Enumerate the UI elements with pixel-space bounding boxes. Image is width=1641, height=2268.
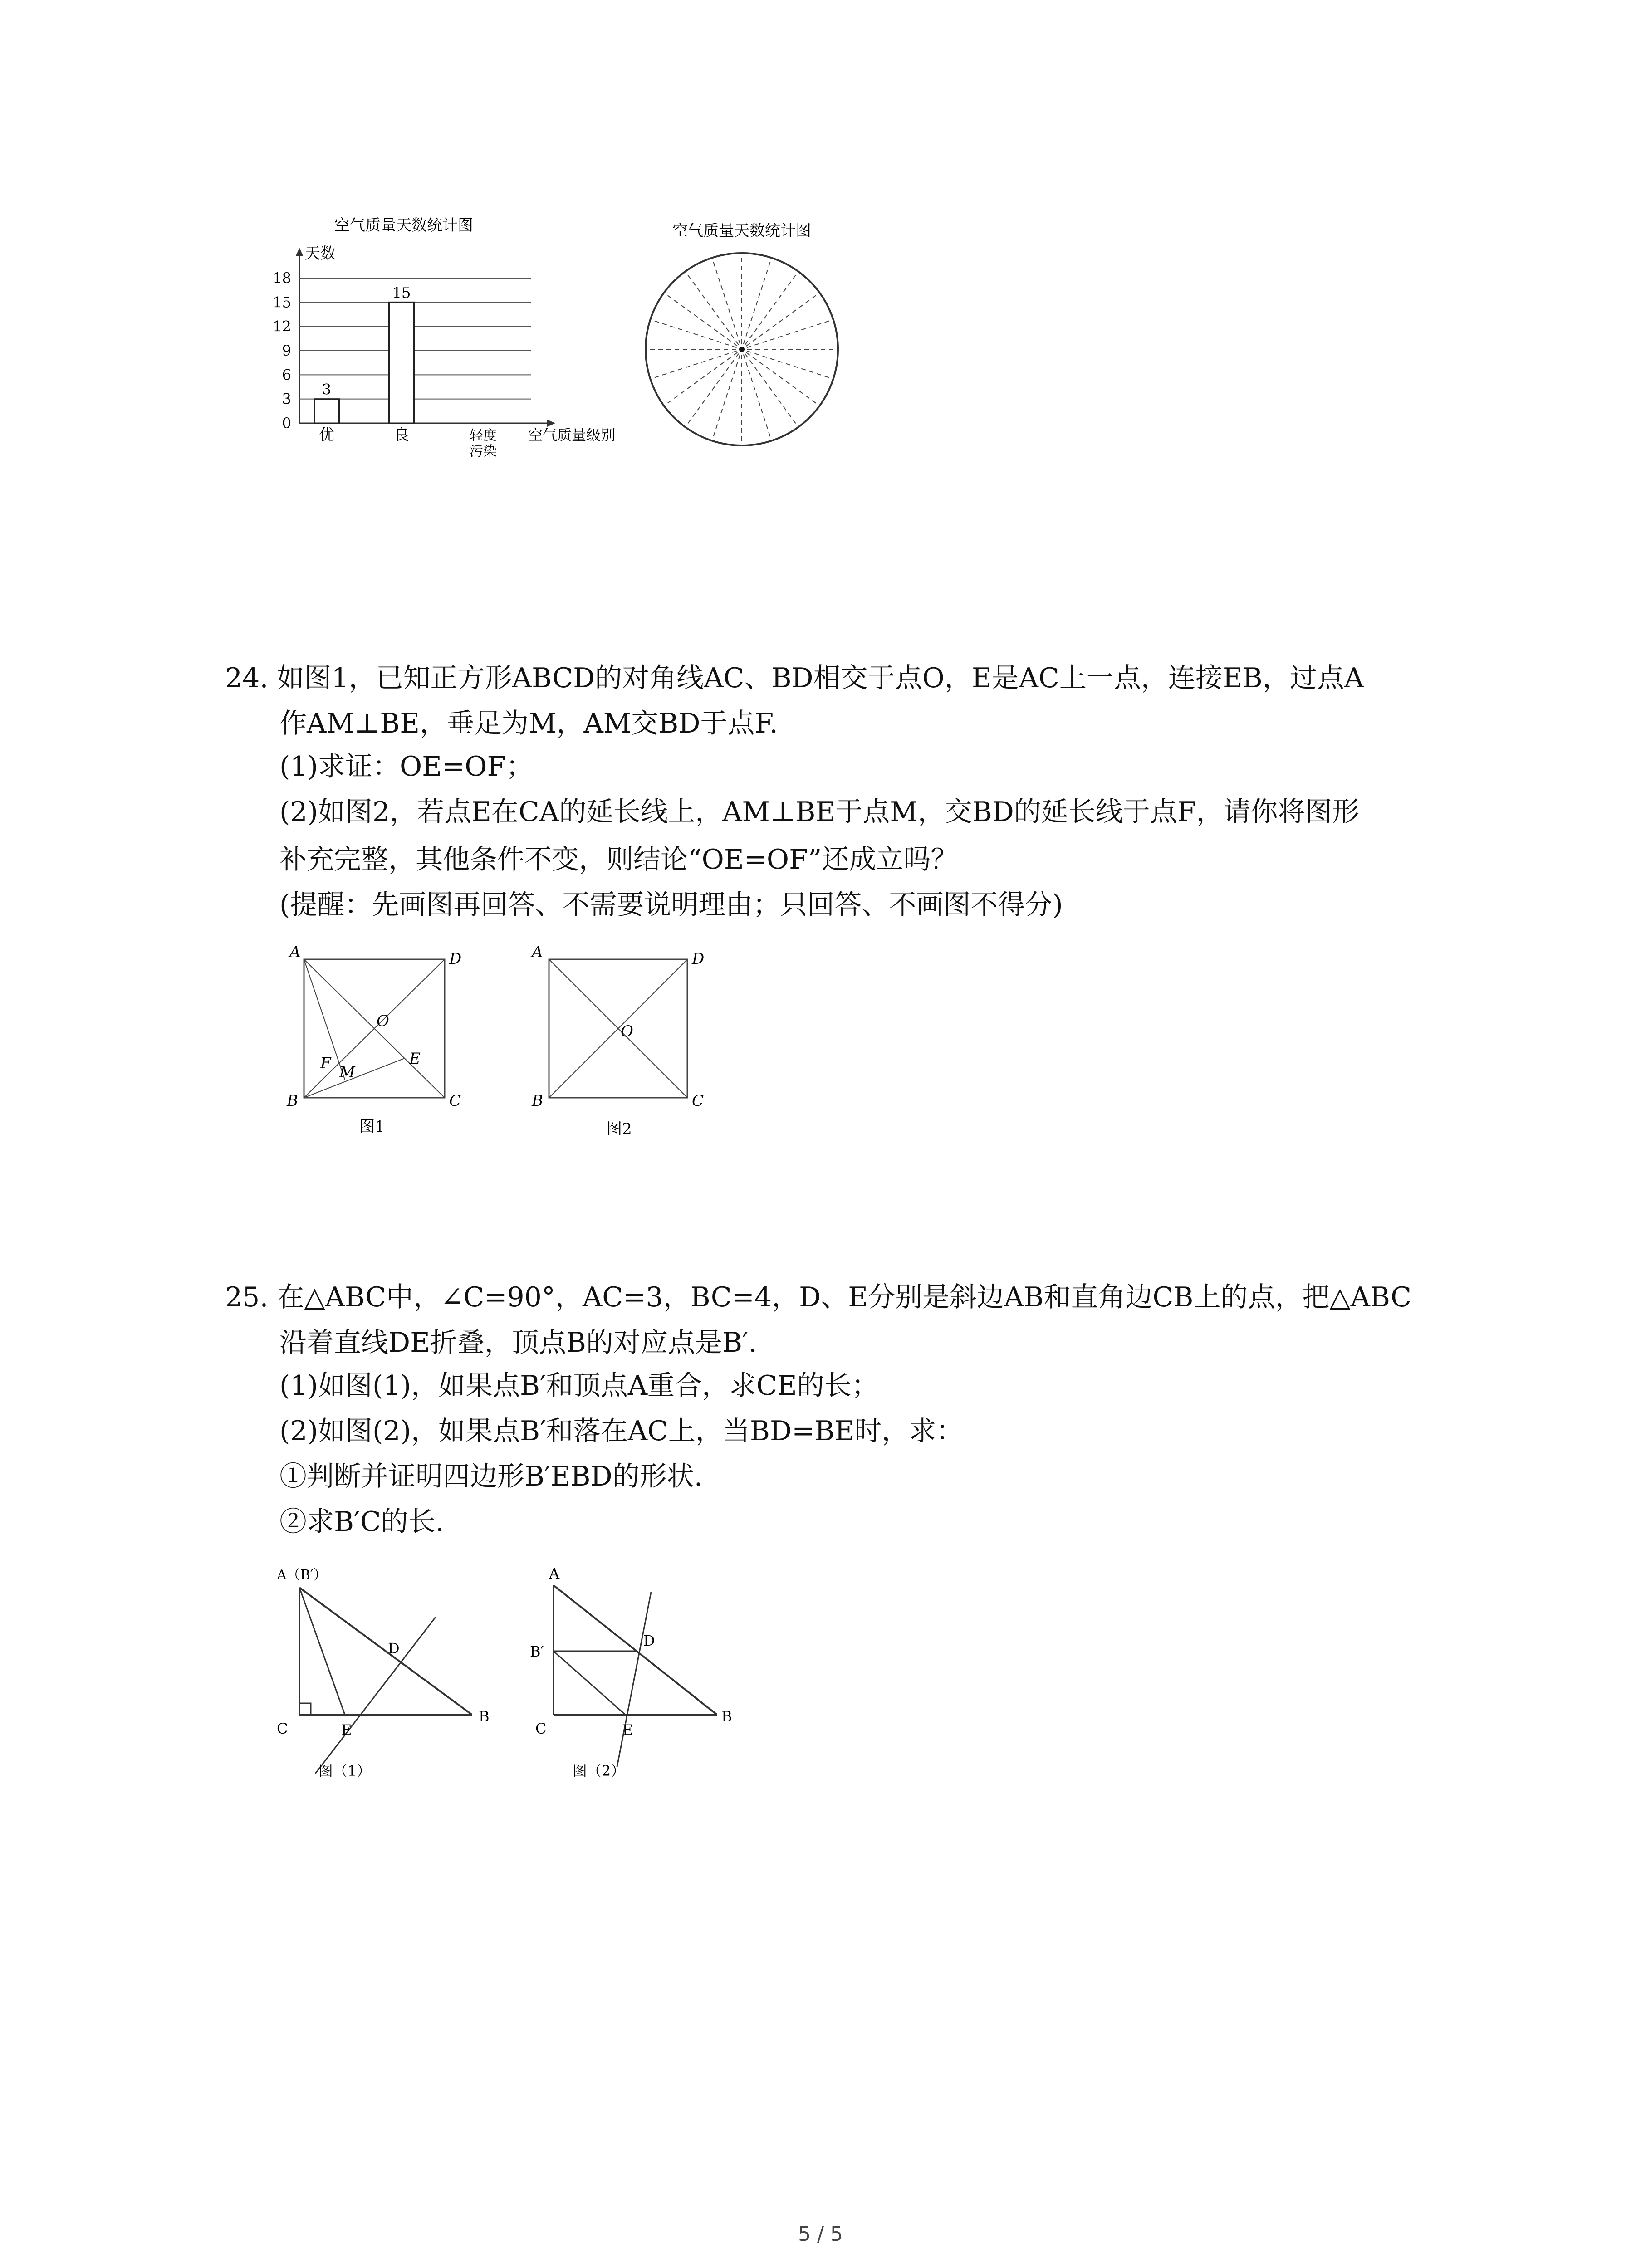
x-category-2: 良 <box>394 426 409 444</box>
page-number: 5 / 5 <box>798 2223 843 2246</box>
y-tick-label: 6 <box>282 366 291 384</box>
x-category-3-line2: 污染 <box>470 444 497 459</box>
segment-bprime-e <box>554 1651 625 1715</box>
bar-chart-title: 空气质量天数统计图 <box>334 216 473 235</box>
label-c: C <box>692 1092 704 1110</box>
q24-figure-2 <box>522 939 712 1152</box>
q24-line-6: (提醒：先画图再回答、不需要说明理由；只回答、不画图不得分) <box>279 889 1063 921</box>
q25-figure-2 <box>526 1560 762 1796</box>
y-tick-label: 12 <box>273 318 291 335</box>
label-e: E <box>341 1721 352 1739</box>
label-a: A <box>532 943 543 961</box>
y-tick-label: 0 <box>282 415 291 432</box>
label-a: A <box>549 1565 560 1582</box>
label-b: B <box>721 1708 732 1725</box>
bar-value-label: 3 <box>322 381 332 398</box>
figure-caption: 图1 <box>359 1118 385 1136</box>
q25-line-4: (2)如图(2)，如果点B′和落在AC上，当BD=BE时，求： <box>279 1415 964 1447</box>
label-bprime: B′ <box>530 1643 544 1660</box>
label-c: C <box>449 1092 461 1110</box>
figure-caption: 图（1） <box>318 1762 372 1779</box>
q25-line-2: 沿着直线DE折叠，顶点B的对应点是B′. <box>279 1327 757 1359</box>
figure-caption: 图（2） <box>572 1762 626 1779</box>
q25-line-6: ②求B′C的长. <box>279 1506 444 1538</box>
pie-center-dot <box>739 347 745 352</box>
label-a-bprime: A（B′） <box>277 1567 327 1583</box>
y-tick-label: 18 <box>273 269 291 287</box>
q24-figure-1 <box>281 939 472 1152</box>
bars <box>314 284 414 423</box>
label-b: B <box>287 1092 298 1110</box>
bar-value-label: 15 <box>392 284 411 302</box>
label-c: C <box>535 1720 547 1737</box>
label-d: D <box>692 950 705 968</box>
x-axis-arrow <box>547 420 555 427</box>
y-tick-label: 3 <box>282 390 291 408</box>
label-b: B <box>479 1708 490 1725</box>
q25-line-3: (1)如图(1)，如果点B′和顶点A重合，求CE的长； <box>279 1370 879 1402</box>
label-o: O <box>621 1022 633 1041</box>
q25-line-5: ①判断并证明四边形B′EBD的形状. <box>279 1461 703 1492</box>
label-d: D <box>388 1640 400 1657</box>
figure-caption: 图2 <box>607 1120 632 1138</box>
pie-chart-title: 空气质量天数统计图 <box>672 222 811 240</box>
fold-line-de <box>315 1617 436 1774</box>
segment-ae <box>299 1588 345 1715</box>
label-d: D <box>643 1632 655 1649</box>
y-tick-label: 9 <box>282 342 291 359</box>
q24-line-3: (1)求证：OE=OF； <box>279 751 534 782</box>
pie-chart <box>635 218 848 454</box>
q24-line-5: 补充完整，其他条件不变，则结论“OE=OF”还成立吗？ <box>279 844 958 875</box>
bar-gridlines <box>299 278 531 399</box>
q24-line-1: 24. 如图1，已知正方形ABCD的对角线AC、BD相交于点O，E是AC上一点，连接EB，过点A <box>225 662 1364 694</box>
label-e: E <box>409 1050 421 1068</box>
y-axis-arrow <box>296 248 303 256</box>
bar <box>389 302 414 423</box>
side-ab <box>299 1588 472 1715</box>
side-ab <box>554 1585 717 1715</box>
x-category-1: 优 <box>319 426 334 444</box>
label-o: O <box>377 1012 389 1030</box>
label-f: F <box>320 1054 331 1072</box>
q24-line-4: (2)如图2，若点E在CA的延长线上，AM⊥BE于点M，交BD的延长线于点F，请你将图形 <box>279 796 1360 828</box>
label-a: A <box>289 943 301 961</box>
q25-line-1: 25. 在△ABC中，∠C=90°，AC=3，BC=4，D、E分别是斜边AB和直角边CB上的点，把△ABC <box>225 1281 1412 1313</box>
y-tick-label: 15 <box>273 293 291 311</box>
label-b: B <box>532 1092 543 1110</box>
label-m: M <box>339 1063 355 1081</box>
q25-figure-1 <box>272 1560 508 1796</box>
label-d: D <box>449 950 462 968</box>
y-axis-label: 天数 <box>305 244 336 263</box>
fold-line-de <box>617 1592 651 1767</box>
x-category-3-line1: 轻度 <box>470 428 497 444</box>
bar <box>314 399 339 423</box>
right-angle-mark <box>299 1703 311 1715</box>
y-tick-labels <box>273 269 291 432</box>
q24-line-2: 作AM⊥BE，垂足为M，AM交BD于点F. <box>279 708 778 739</box>
label-c: C <box>277 1720 288 1737</box>
x-axis-label: 空气质量级别 <box>528 426 616 444</box>
label-e: E <box>622 1721 633 1739</box>
bar-chart <box>254 209 626 463</box>
